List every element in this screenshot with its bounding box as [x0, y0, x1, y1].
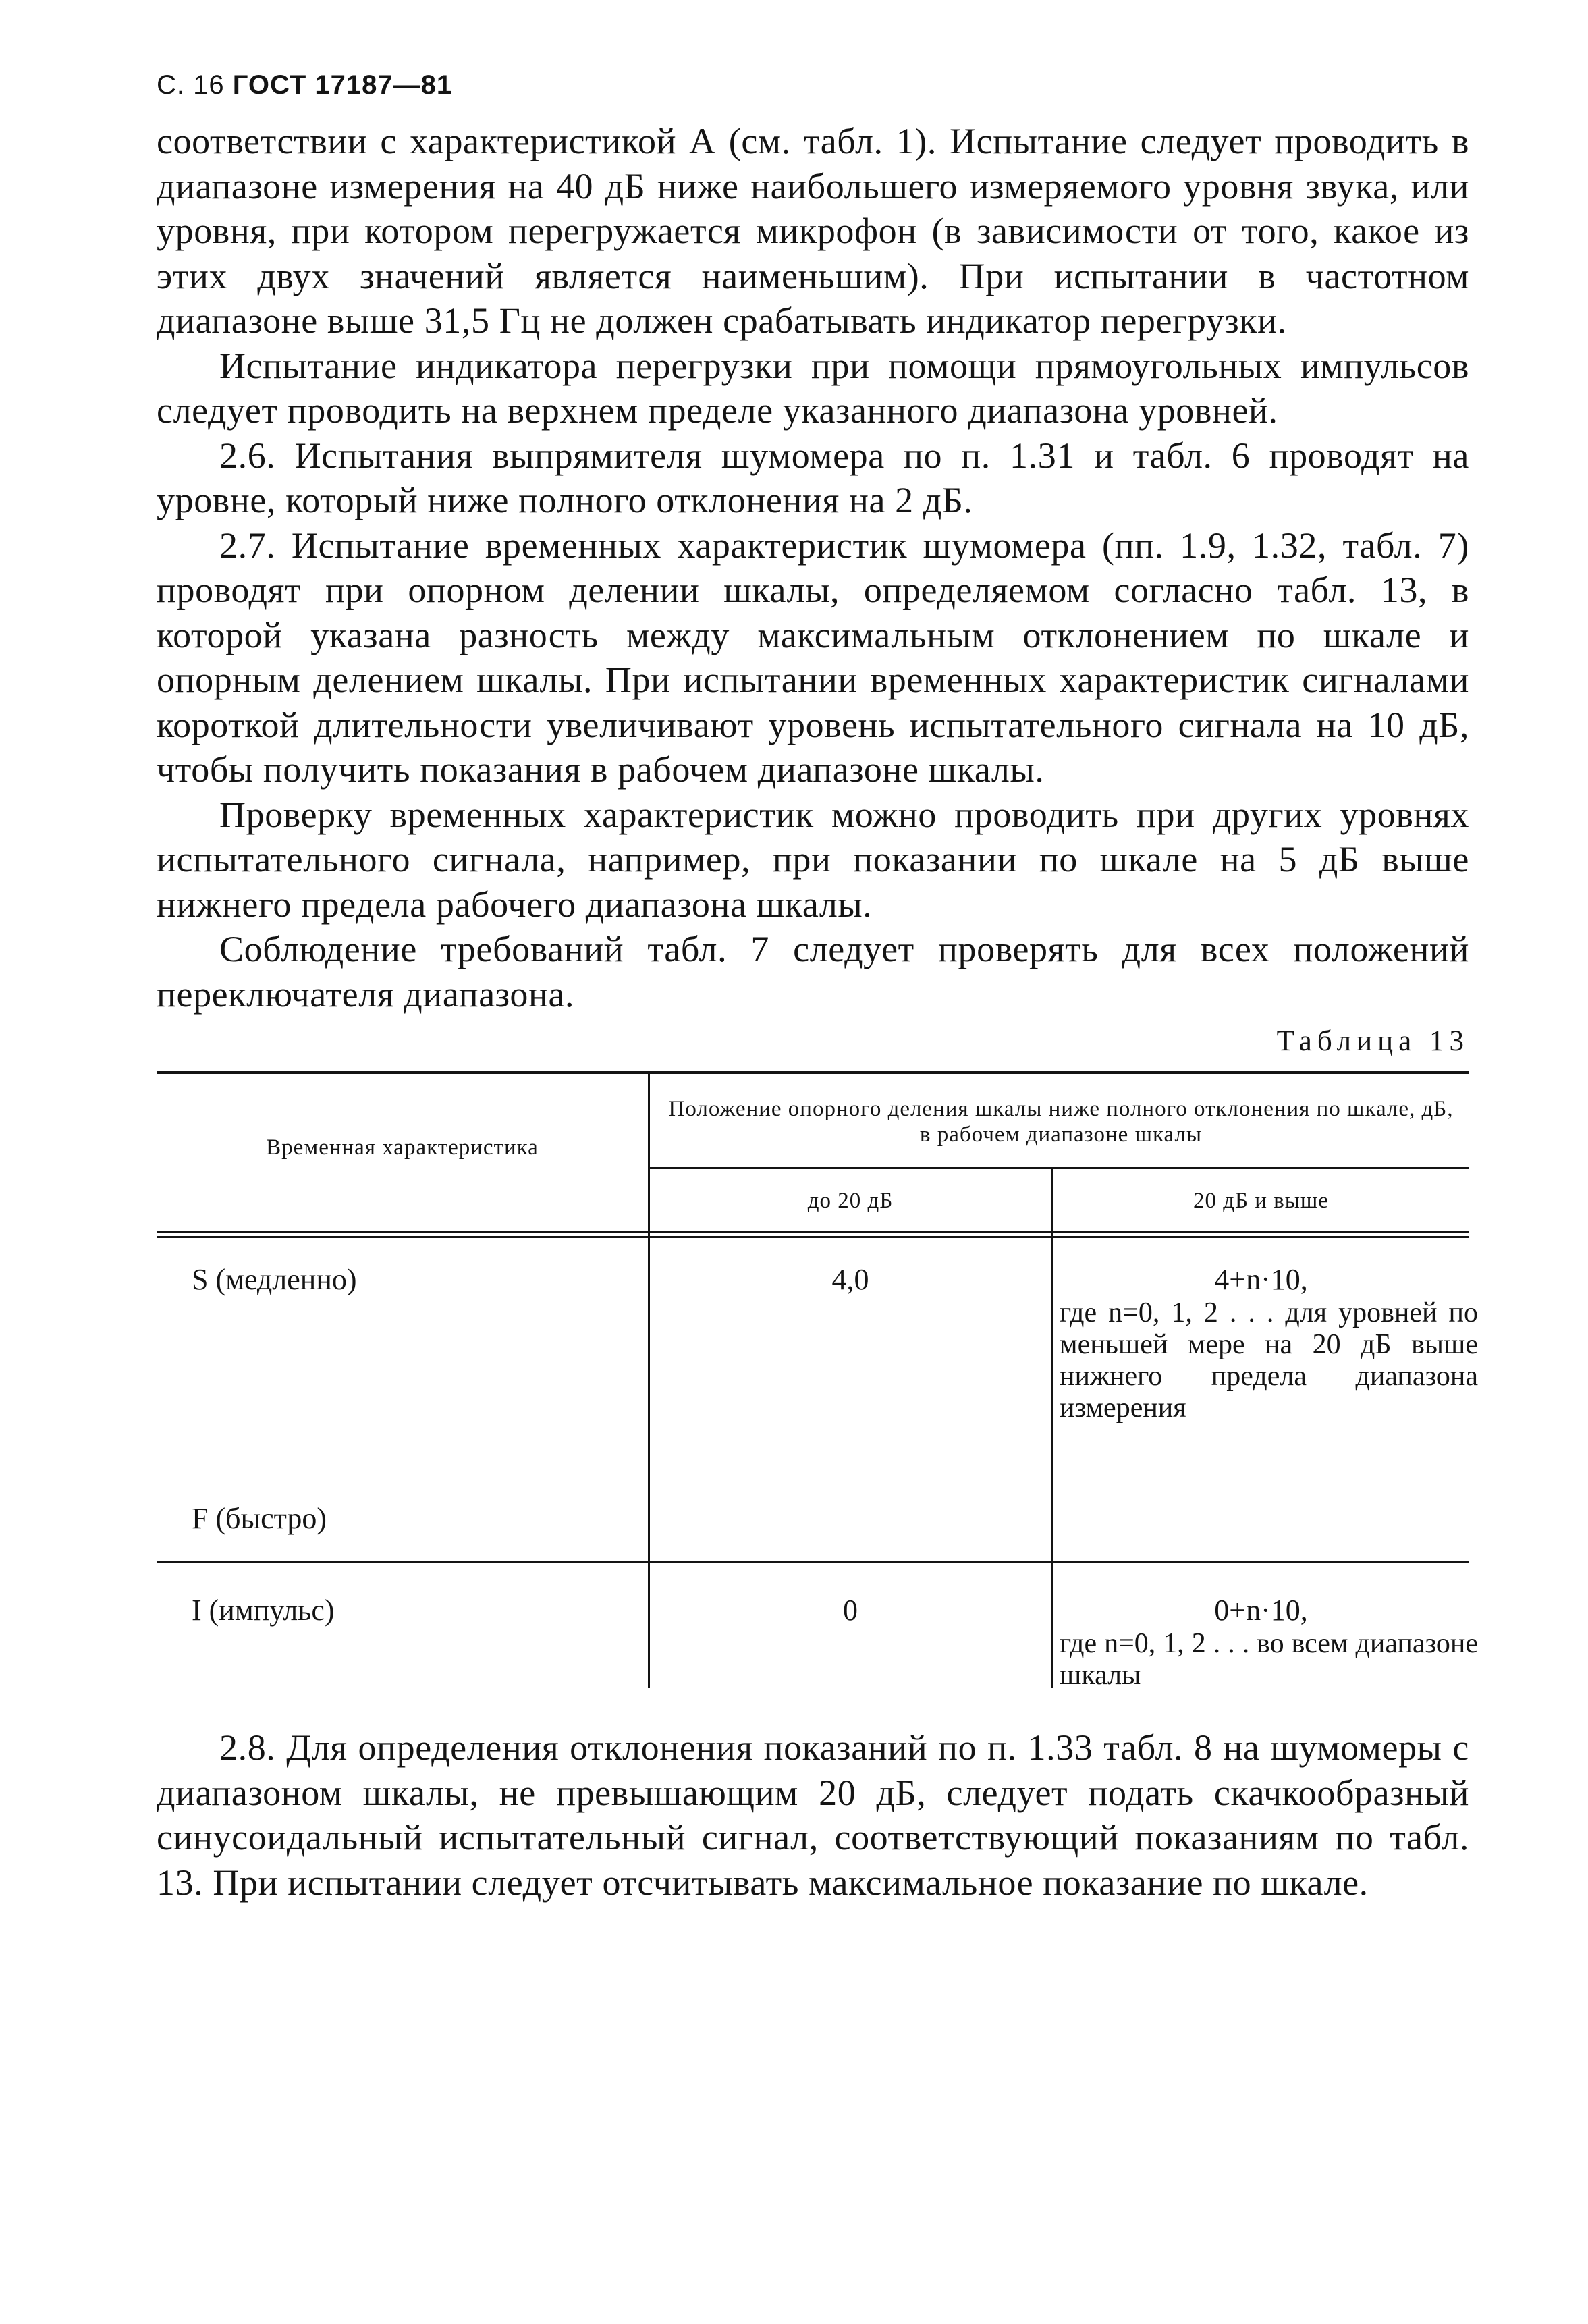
paragraph-overload-test: Испытание индикатора перегрузки при помощи прямоугольных импульсов следует проводить на верхнем пределе указанного диапазона уровней. — [157, 345, 1469, 431]
document-page — [157, 65, 1478, 1905]
cell-characteristic-slow: S (медленно) — [192, 1263, 357, 1296]
table-header-rule-b — [157, 1236, 1469, 1238]
paragraph-2-6: 2.6. Испытания выпрямителя шумомера по п. 1.31 и табл. 6 проводят на уровне, который ниже полного отклонения на 2 дБ. — [157, 435, 1469, 520]
paragraph-2-8: 2.8. Для определения отклонения показаний по п. 1.33 табл. 8 на шумомеры с диапазоном шкалы, не превышающим 20 дБ, следует подать скачкообразный синусоидальный испытательный сигнал, соответствующий показаниям по табл. 13. При испытании следует отсчитывать максимальное показание по шкале. — [157, 1727, 1469, 1903]
body-text-top — [157, 119, 1469, 1017]
body-text-bottom — [157, 1725, 1469, 1905]
table-header-characteristic: Временная характеристика — [266, 1135, 539, 1160]
table-header-20-and-above: 20 дБ и выше — [1193, 1189, 1329, 1213]
cell-note-row1: где n=0, 1, 2 . . . для уровней по меньшей мере на 20 дБ выше нижнего предела диапазона измерения — [1060, 1297, 1478, 1424]
table-title: Таблица 13 — [1276, 1025, 1469, 1057]
table-header-subrule — [648, 1167, 1469, 1169]
table-header-group: Положение опорного деления шкалы ниже полного отклонения по шкале, дБ, в рабочем диапазоне шкалы — [668, 1097, 1454, 1147]
table-13 — [157, 1071, 1478, 1698]
table-header-up-to-20: до 20 дБ — [807, 1189, 894, 1213]
paragraph-2-7: 2.7. Испытание временных характеристик шумомера (пп. 1.9, 1.32, табл. 7) проводят при опорном делении шкалы, определяемом согласно табл. 13, в которой указана разность между максимальным отклонением по шкале и опорным делением шкалы. При испытании временных характеристик сигналами короткой длительности увеличивают уровень испытательного сигнала на 10 дБ, чтобы получить показания в рабочем диапазоне шкалы. — [157, 524, 1469, 790]
cell-formula-row2: 0+n·10, — [1214, 1594, 1308, 1627]
page-number: С. 16 — [157, 70, 225, 100]
cell-characteristic-fast: F (быстро) — [192, 1502, 327, 1535]
table-row-separator — [157, 1561, 1469, 1563]
table-header-rule-a — [157, 1231, 1469, 1233]
document-code: ГОСТ 17187—81 — [232, 70, 453, 100]
cell-value-up-to-20-row2: 0 — [843, 1594, 858, 1627]
cell-characteristic-impulse: I (импульс) — [192, 1594, 335, 1627]
cell-note-row2: где n=0, 1, 2 . . . во всем диапазоне шкалы — [1060, 1628, 1478, 1691]
paragraph-compliance: Соблюдение требований табл. 7 следует проверять для всех положений переключателя диапазона. — [157, 929, 1469, 1015]
paragraph-time-check: Проверку временных характеристик можно проводить при других уровнях испытательного сигнала, например, при показании по шкале на 5 дБ выше нижнего предела рабочего диапазона шкалы. — [157, 794, 1469, 925]
cell-value-up-to-20-row1: 4,0 — [831, 1263, 869, 1296]
page-header — [157, 65, 1469, 119]
table-top-rule — [157, 1071, 1469, 1074]
cell-formula-row1: 4+n·10, — [1214, 1263, 1308, 1296]
paragraph-continuation: соответствии с характеристикой А (см. табл. 1). Испытание следует проводить в диапазоне измерения на 40 дБ ниже наибольшего измеряемого уровня звука, или уровня, при котором перегружается микрофон (в зависимости от того, какое из этих двух значений является наименьшим). При испытании в частотном диапазоне выше 31,5 Гц не должен срабатывать индикатор перегрузки. — [157, 121, 1469, 341]
